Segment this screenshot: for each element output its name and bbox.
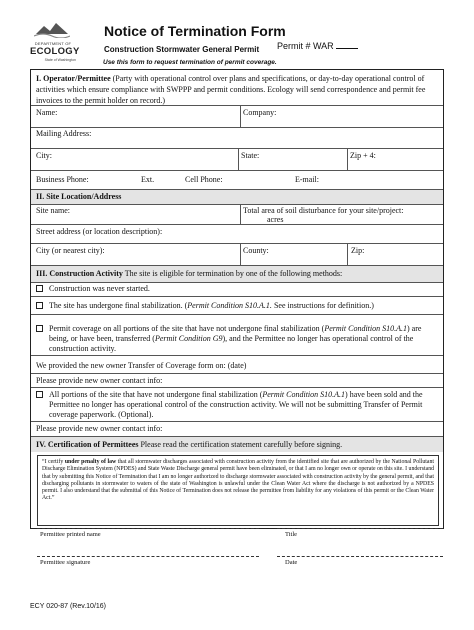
option-never-started-checkbox[interactable] [36,285,43,292]
section-activity-heading: III. Construction Activity [36,269,123,278]
signature-label: Permittee signature [40,559,91,566]
printed-name-line[interactable] [37,528,259,529]
section-operator-intro [36,73,439,106]
operator-zip-label: Zip + 4: [350,151,376,160]
permit-number-field[interactable] [277,40,358,51]
cell-phone-label: Cell Phone: [185,175,223,184]
form-number: ECY 020-87 (Rev.10/16) [30,603,107,610]
site-county-label: County: [243,246,269,255]
section-activity-intro: The site is eligible for termination by one of the following methods: [124,269,343,278]
option-never-started-label: Construction was never started. [49,284,150,293]
site-name-label: Site name: [36,206,70,215]
certification-statement: “I certify under penalty of law that all stormwater discharges associated with construction activity from the identified site that are authorized by the National Pollutant Discharge Elimination System (NPDES) and State Waste Discharge general permit have been eliminated, or that I am no longer own or operate on this site. I understand that by submitting this Notice of Termination that I am no longer authorized to discharge stormwater associated with construction activity by the general permit, and that discharging pollutants in stormwater to waters of the state of Washington is unlawful under the Clean Water Act where the discharge is not authorized by a NPDES permit. I also understand that the submittal of this Notice of Termination does not release the permittee from liability for any violations of this permit or the Clean Water Act.” [37,455,439,526]
date-label: Date [285,559,298,566]
section-certification-heading: IV. Certification of Permittees [36,440,139,449]
operator-city-label: City: [36,151,53,160]
option-transferred-label: Permit coverage on all portions of the site that have not undergone final stabilization (Permit Condition S10.A.1) are being, or have been, transferred (Permit Condition G9), and the Permittee no longer has operational control of the construction activity. [49,324,422,353]
section-certification-instruction: Please read the certification statement carefully before signing. [140,440,343,449]
section-activity-header [36,269,342,279]
transfer-form-date-field[interactable]: We provided the new owner Transfer of Coverage form on: (date) [36,361,247,370]
option-stabilized-label: The site has undergone final stabilization. (Permit Condition S10.A.1. See instructions for definition.) [49,301,374,310]
operator-mailing-label: Mailing Address: [36,129,92,138]
section-operator-heading: I. Operator/Permittee [36,74,111,83]
operator-company-label: Company: [243,108,277,117]
business-phone-label: Business Phone: [36,175,89,184]
site-street-label: Street address (or location description): [36,227,163,236]
title-line[interactable] [277,528,443,529]
section-certification-header [36,440,342,450]
form-instruction: Use this form to request termination of permit coverage. [103,59,277,66]
ecology-logo [30,20,80,68]
section-site-heading: II. Site Location/Address [36,192,122,201]
option-sold-label: All portions of the site that have not undergone final stabilization (Permit Condition S10.A.1) have been sold and the Permittee no longer has operational control of the construction activity. We will not be submitting Transfer of Permit coverage paperwork. (Optional). [49,390,423,419]
operator-state-label: State: [241,151,260,160]
permit-number-label: Permit # WAR [277,41,334,51]
operator-name-label: Name: [36,108,58,117]
option-stabilized-checkbox[interactable] [36,302,43,309]
form-title: Notice of Termination Form [104,23,286,39]
option-transferred-checkbox[interactable] [36,325,43,332]
email-label: E-mail: [295,175,319,184]
logo-agency-text: ECOLOGY [30,46,80,57]
logo-department-text: DEPARTMENT OF [34,41,72,46]
site-zip-label: Zip: [351,246,365,255]
phone-ext-label: Ext. [141,175,155,184]
permit-number-blank[interactable] [336,40,358,49]
ecology-logo-mark-icon [34,20,70,38]
site-city-label: City (or nearest city): [36,246,105,255]
signature-line[interactable] [37,556,259,557]
logo-state-text: State of Washington [44,58,76,62]
new-owner-contact-field-2[interactable]: Please provide new owner contact info: [36,424,163,433]
soil-area-unit: acres [267,215,284,224]
form-body [30,69,444,529]
section-operator-description: (Party with operational control over plans and specifications, or day-to-day operational control of activities which ensure compliance with SWPPP and permit conditions. Ecology will send correspondence and permit fee invoices to the permit holder on record.) [36,74,426,105]
option-sold-checkbox[interactable] [36,391,43,398]
soil-area-label: Total area of soil disturbance for your site/project: [243,206,404,215]
printed-name-label: Permittee printed name [40,531,101,538]
form-subtitle: Construction Stormwater General Permit [104,45,260,54]
date-line[interactable] [277,556,443,557]
title-label: Title [285,531,298,538]
new-owner-contact-field-1[interactable]: Please provide new owner contact info: [36,376,163,385]
